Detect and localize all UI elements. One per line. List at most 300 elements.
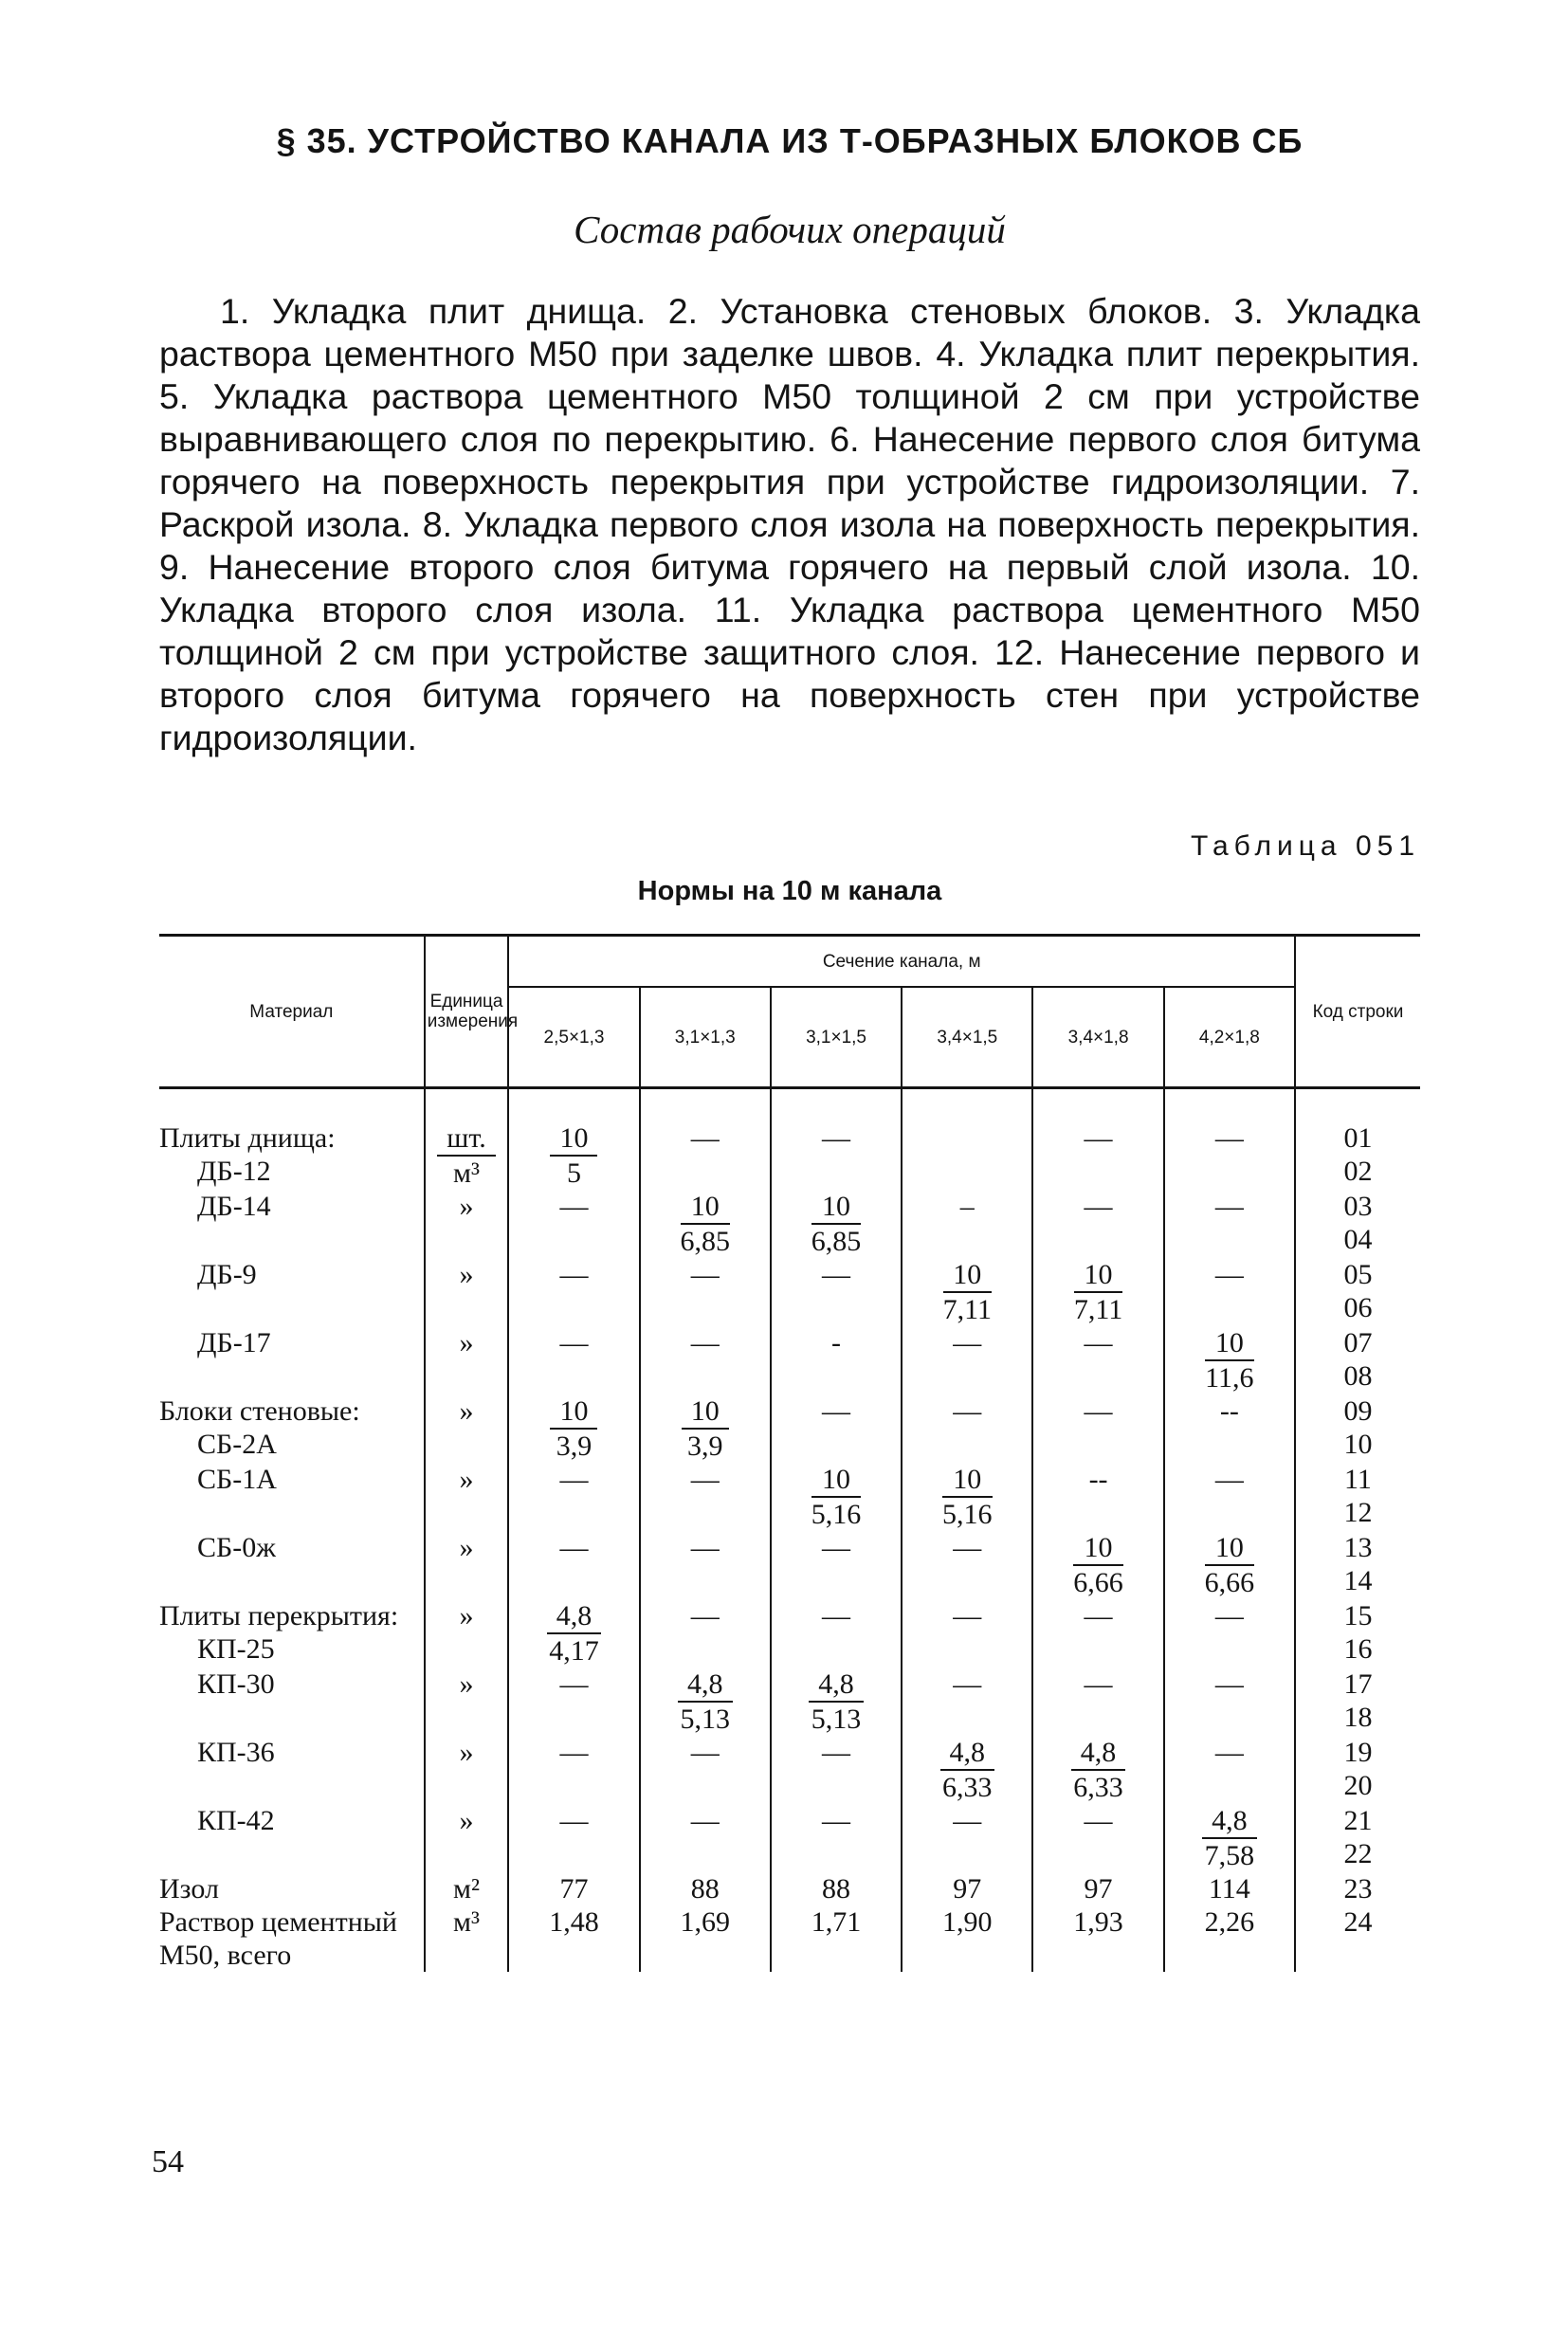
value-cell [1032,1190,1163,1258]
fraction-denominator: 5,16 [942,1499,993,1530]
row-code: 02 [1343,1156,1373,1187]
value-cell [640,1394,771,1463]
cell-value: -- [1088,1464,1108,1495]
code-cell [1295,1326,1420,1394]
fraction-value [1074,1258,1122,1326]
row-code: 06 [1343,1292,1373,1323]
value-cell [771,1258,902,1326]
fraction-numerator: 4,8 [809,1668,864,1703]
material-names [159,1804,420,1837]
cell-value: — [690,1600,720,1631]
material-name: Плиты днища: [159,1122,336,1154]
material-name: Плиты перекрытия: [159,1600,399,1631]
cell-value: — [822,1805,851,1836]
fraction-denominator: 5,13 [811,1704,862,1735]
value-cell [1164,1736,1295,1804]
material-name: СБ-0ж [197,1532,276,1563]
row-code: 08 [1343,1360,1373,1392]
cell-value: — [953,1600,982,1631]
fraction-denominator: м³ [453,1157,481,1189]
fraction-numerator: 10 [942,1463,993,1498]
cell-value: -- [1219,1395,1239,1427]
cell-value: — [690,1122,720,1154]
unit-cell [425,1463,509,1531]
page-number: 54 [152,2144,184,2179]
header-section-1: 2,5×1,3 [508,987,639,1088]
fraction-denominator: 6,85 [680,1226,730,1257]
cell-value: — [559,1464,589,1495]
value-cell [902,1872,1032,1905]
value-cell [902,1531,1032,1599]
fraction-numerator: шт. [437,1121,495,1157]
header-section-3: 3,1×1,5 [771,987,902,1088]
material-names [159,1872,420,1905]
header-section-2: 3,1×1,3 [640,987,771,1088]
cell-value: 88 [690,1873,720,1904]
cell-value: — [1214,1122,1244,1154]
value-cell [1164,1121,1295,1190]
value-cell [508,1121,639,1190]
value-cell [771,1905,902,1972]
material-name: СБ-1А [197,1464,277,1495]
material-names [159,1736,420,1769]
unit-cell [425,1804,509,1872]
unit-cell [425,1736,509,1804]
unit-cell [425,1258,509,1326]
fraction-denominator: 6,66 [1204,1567,1255,1598]
value-cell [1032,1804,1163,1872]
fraction-numerator: 4,8 [547,1599,602,1634]
value-cell [1032,1326,1163,1394]
cell-value: 1,93 [1073,1906,1123,1938]
fraction-denominator: 7,58 [1204,1840,1255,1871]
value-cell [902,1258,1032,1326]
fraction-numerator: 10 [681,1190,731,1225]
cell-value: — [559,1191,589,1222]
value-cell [1032,1905,1163,1972]
code-cell [1295,1905,1420,1972]
cell-value: — [822,1532,851,1563]
cell-value: — [953,1327,982,1358]
material-names [159,1121,420,1188]
fraction-denominator: 6,66 [1073,1567,1123,1598]
cell-value: — [1084,1600,1113,1631]
material-cell [159,1872,425,1905]
material-cell [159,1394,425,1463]
cell-value: — [822,1395,851,1427]
row-code: 05 [1343,1259,1373,1290]
value-cell [771,1326,902,1394]
table-row [159,1190,1420,1258]
value-cell [508,1668,639,1736]
cell-value: 77 [559,1873,589,1904]
material-names [159,1190,420,1223]
header-material: Материал [159,936,425,1088]
code-cell [1295,1121,1420,1190]
value-cell [1032,1463,1163,1531]
cell-value: » [459,1395,474,1427]
fraction-value [1071,1736,1126,1804]
cell-value: — [1084,1668,1113,1700]
material-names [159,1326,420,1359]
fraction-numerator: 4,8 [940,1736,995,1771]
material-cell [159,1258,425,1326]
fraction-value [811,1190,862,1258]
fraction-numerator: 4,8 [1071,1736,1126,1771]
fraction-denominator: 5,13 [680,1704,730,1735]
table-row [159,1326,1420,1394]
fraction-numerator: 10 [550,1121,597,1157]
cell-value: 2,26 [1204,1906,1255,1938]
code-cell [1295,1190,1420,1258]
fraction-value [550,1121,597,1190]
unit-cell [425,1872,509,1905]
row-code: 16 [1343,1633,1373,1665]
value-cell [902,1190,1032,1258]
fraction-numerator: 4,8 [678,1668,733,1703]
table-row [159,1121,1420,1190]
fraction-value [547,1599,602,1668]
value-cell [508,1736,639,1804]
material-cell [159,1190,425,1258]
code-cell [1295,1736,1420,1804]
material-names [159,1599,420,1666]
cell-value: 1,71 [811,1906,862,1938]
code-cell [1295,1463,1420,1531]
unit-cell [425,1121,509,1190]
unit-cell [425,1326,509,1394]
value-cell [508,1531,639,1599]
fraction-value [942,1463,993,1531]
row-code: 04 [1343,1224,1373,1255]
cell-value: » [459,1259,474,1290]
material-cell [159,1326,425,1394]
value-cell [1164,1463,1295,1531]
fraction-denominator: 6,33 [942,1772,993,1803]
cell-value: » [459,1464,474,1495]
header-unit: Единица измерения [425,936,509,1088]
cell-value: — [559,1259,589,1290]
material-names [159,1905,420,1972]
value-cell [1164,1668,1295,1736]
cell-value: 114 [1208,1873,1250,1904]
fraction-denominator: 5,16 [811,1499,862,1530]
cell-value: — [1084,1122,1113,1154]
cell-value: — [559,1327,589,1358]
value-cell [1164,1872,1295,1905]
fraction-numerator: 10 [682,1394,729,1430]
value-cell [508,1258,639,1326]
value-cell [902,1326,1032,1394]
unit-cell [425,1531,509,1599]
value-cell [640,1599,771,1668]
table-row [159,1599,1420,1668]
value-cell [902,1463,1032,1531]
fraction-denominator: 5 [566,1157,581,1189]
material-cell [159,1905,425,1972]
value-cell [1032,1258,1163,1326]
value-cell [1032,1394,1163,1463]
value-cell [508,1905,639,1972]
table-number: Таблица 051 [1190,830,1420,862]
material-name: Раствор цементный М50, всего [159,1906,397,1971]
header-section-group: Сечение канала, м [508,936,1295,988]
fraction-numerator: 10 [943,1258,992,1293]
fraction-numerator: 10 [1073,1531,1123,1566]
row-code: 11 [1344,1464,1372,1495]
row-code: 20 [1343,1770,1373,1801]
fraction-denominator: 7,11 [942,1294,992,1325]
row-code: 23 [1343,1873,1373,1904]
value-cell [508,1394,639,1463]
cell-value: — [690,1737,720,1768]
value-cell [902,1736,1032,1804]
cell-value: — [1214,1737,1244,1768]
table-row [159,1531,1420,1599]
cell-value: 97 [953,1873,982,1904]
cell-value: — [1084,1395,1113,1427]
cell-value: 1,48 [549,1906,599,1938]
row-code: 07 [1343,1327,1373,1358]
cell-value: — [690,1464,720,1495]
cell-value: м³ [453,1906,481,1938]
table-spacer-row [159,1088,1420,1122]
value-cell [640,1326,771,1394]
fraction-numerator: 10 [811,1463,862,1498]
cell-value: 1,90 [942,1906,993,1938]
unit-cell [425,1599,509,1668]
material-names [159,1463,420,1496]
fraction-value [678,1668,733,1736]
cell-value: — [559,1737,589,1768]
value-cell [640,1736,771,1804]
value-cell [508,1804,639,1872]
material-cell [159,1668,425,1736]
material-name: Блоки стеновые: [159,1395,360,1427]
value-cell [1032,1872,1163,1905]
value-cell [1032,1668,1163,1736]
material-names [159,1531,420,1564]
cell-value: — [559,1532,589,1563]
value-cell [640,1804,771,1872]
value-cell [640,1258,771,1326]
row-code: 24 [1343,1906,1373,1938]
fraction-value [1205,1326,1253,1394]
value-cell [508,1872,639,1905]
fraction-denominator: 6,85 [811,1226,862,1257]
cell-value: — [1214,1464,1244,1495]
table-body [159,1088,1420,1973]
material-name: ДБ-14 [197,1191,271,1222]
unit-cell [425,1394,509,1463]
code-cell [1295,1394,1420,1463]
row-code: 14 [1343,1565,1373,1596]
material-name: ДБ-12 [197,1156,271,1187]
fraction-numerator: 10 [1074,1258,1122,1293]
value-cell [1164,1190,1295,1258]
table-row [159,1668,1420,1736]
cell-value: — [690,1259,720,1290]
material-name: КП-25 [197,1633,275,1665]
fraction-denominator: 3,9 [556,1431,593,1462]
material-cell [159,1736,425,1804]
value-cell [902,1668,1032,1736]
section-heading: § 35. УСТРОЙСТВО КАНАЛА ИЗ Т-ОБРАЗНЫХ БЛОКОВ СБ [276,121,1304,160]
table-title: Нормы на 10 м канала [637,876,942,906]
cell-value: – [959,1191,975,1222]
cell-value: — [953,1395,982,1427]
value-cell [1032,1736,1163,1804]
material-names [159,1258,420,1291]
material-name: КП-42 [197,1805,275,1836]
row-code: 17 [1343,1668,1373,1700]
value-cell [771,1599,902,1668]
row-code: 19 [1343,1737,1373,1768]
fraction-value [943,1258,992,1326]
value-cell [1164,1394,1295,1463]
cell-value: м² [453,1873,481,1904]
cell-value: 97 [1084,1873,1113,1904]
value-cell [1032,1121,1163,1190]
fraction-value [811,1463,862,1531]
material-cell [159,1599,425,1668]
value-cell [1164,1599,1295,1668]
value-cell [902,1599,1032,1668]
row-code: 09 [1343,1395,1373,1427]
value-cell [1032,1599,1163,1668]
section-subtitle: Состав рабочих операций [574,208,1006,251]
value-cell [771,1736,902,1804]
material-cell [159,1463,425,1531]
row-code: 13 [1343,1532,1373,1563]
table-row [159,1872,1420,1905]
unit-cell [425,1905,509,1972]
material-name: ДБ-9 [197,1259,257,1290]
table-row [159,1463,1420,1531]
value-cell [508,1463,639,1531]
code-cell [1295,1872,1420,1905]
cell-value: — [1084,1327,1113,1358]
cell-value: — [1084,1805,1113,1836]
fraction-value [437,1121,495,1190]
fraction-value [1202,1804,1257,1872]
value-cell [508,1190,639,1258]
value-cell [640,1531,771,1599]
value-cell [640,1190,771,1258]
cell-value: — [1214,1259,1244,1290]
fraction-numerator: 10 [1205,1531,1255,1566]
fraction-value [550,1394,597,1463]
cell-value: — [690,1327,720,1358]
material-cell [159,1121,425,1190]
value-cell [1164,1326,1295,1394]
row-code: 03 [1343,1191,1373,1222]
value-cell [771,1463,902,1531]
table-row [159,1394,1420,1463]
cell-value: — [1214,1191,1244,1222]
fraction-numerator: 4,8 [1202,1804,1257,1839]
value-cell [1032,1531,1163,1599]
fraction-denominator: 11,6 [1205,1362,1254,1394]
value-cell [771,1872,902,1905]
row-code: 12 [1343,1497,1373,1528]
value-cell [640,1668,771,1736]
cell-value: — [690,1532,720,1563]
value-cell [771,1394,902,1463]
value-cell [771,1668,902,1736]
fraction-denominator: 3,9 [687,1431,723,1462]
fraction-denominator: 7,11 [1073,1294,1123,1325]
material-name: Изол [159,1873,219,1904]
table-row [159,1804,1420,1872]
value-cell [640,1872,771,1905]
cell-value: — [559,1805,589,1836]
cell-value: — [953,1805,982,1836]
norms-table [159,934,1420,1972]
fraction-value [1073,1531,1123,1599]
cell-value: » [459,1668,474,1700]
value-cell [508,1599,639,1668]
fraction-value [809,1668,864,1736]
header-section-5: 3,4×1,8 [1032,987,1163,1088]
fraction-denominator: 4,17 [549,1635,599,1667]
code-cell [1295,1258,1420,1326]
operations-paragraph: 1. Укладка плит днища. 2. Установка стеновых блоков. 3. Укладка раствора цементного М50 при заделке швов. 4. Укладка плит перекрытия. 5. Укладка раствора цементного М50 толщиной 2 см при устройстве выравнивающего слоя по перекрытию. 6. Нанесение первого слоя битума горячего на поверхность перекрытия при устройстве гидроизоляции. 7. Раскрой изола. 8. Укладка первого слоя изола на поверхность перекрытия. 9. Нанесение второго слоя битума горячего на первый слой изола. 10. Укладка второго слоя изола. 11. Укладка раствора цементного М50 толщиной 2 см при устройстве защитного слоя. 12. Нанесение первого и второго слоя битума горячего на поверхность стен при устройстве гидроизоляции. [159,291,1420,757]
value-cell [1164,1804,1295,1872]
cell-value: — [822,1122,851,1154]
material-name: КП-30 [197,1668,275,1700]
material-name: ДБ-17 [197,1327,271,1358]
cell-value: — [822,1259,851,1290]
material-name: СБ-2А [197,1429,277,1460]
value-cell [771,1121,902,1190]
material-names [159,1668,420,1701]
row-code: 22 [1343,1838,1373,1869]
code-cell [1295,1531,1420,1599]
cell-value: — [1214,1668,1244,1700]
unit-cell [425,1190,509,1258]
cell-value: 1,69 [680,1906,730,1938]
value-cell [902,1121,1032,1190]
fraction-numerator: 10 [1205,1326,1253,1361]
fraction-value [682,1394,729,1463]
row-code: 15 [1343,1600,1373,1631]
cell-value: — [559,1668,589,1700]
value-cell [771,1804,902,1872]
header-section-6: 4,2×1,8 [1164,987,1295,1088]
value-cell [902,1905,1032,1972]
cell-value: » [459,1737,474,1768]
material-cell [159,1804,425,1872]
table-row [159,1736,1420,1804]
cell-value: » [459,1805,474,1836]
fraction-value [681,1190,731,1258]
cell-value: - [831,1327,842,1358]
value-cell [771,1531,902,1599]
value-cell [640,1121,771,1190]
fraction-value [1205,1531,1255,1599]
cell-value: — [822,1737,851,1768]
table-row [159,1258,1420,1326]
fraction-denominator: 6,33 [1073,1772,1123,1803]
value-cell [1164,1258,1295,1326]
cell-value: » [459,1327,474,1358]
row-code: 21 [1343,1805,1373,1836]
cell-value: — [690,1805,720,1836]
cell-value: — [822,1600,851,1631]
cell-value: » [459,1600,474,1631]
fraction-numerator: 10 [811,1190,862,1225]
